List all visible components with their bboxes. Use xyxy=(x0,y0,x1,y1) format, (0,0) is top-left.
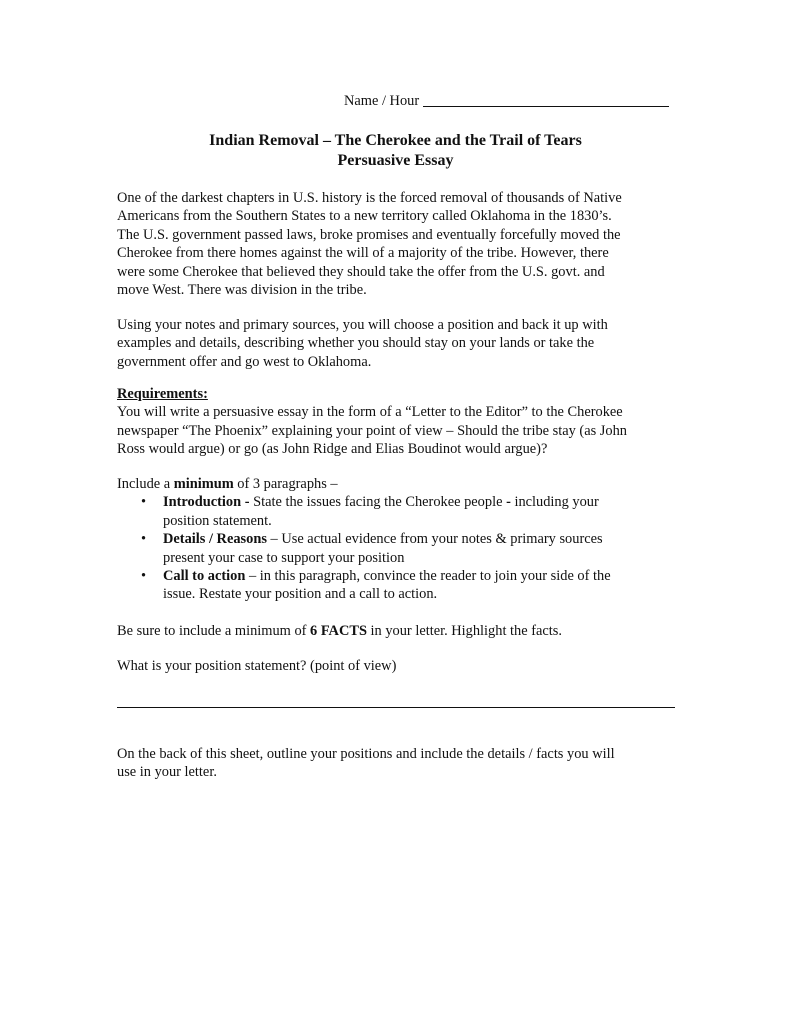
item-term: Call to action xyxy=(163,568,246,585)
intro-line: The U.S. government passed laws, broke promises and eventually forcefully moved the xyxy=(117,226,621,243)
requirements-heading: Requirements: xyxy=(117,386,208,402)
item-term: Introduction - xyxy=(163,494,250,511)
instructions-paragraph xyxy=(117,316,677,371)
item-term-dash: - xyxy=(506,494,511,511)
facts-paragraph xyxy=(117,622,677,640)
facts-lead: Be sure to include a minimum of xyxy=(117,623,311,639)
item-text: including your xyxy=(510,494,599,511)
position-statement-blank[interactable] xyxy=(117,707,675,708)
intro-line: were some Cherokee that believed they should take the offer from the U.S. govt. and xyxy=(117,263,605,280)
bullet-icon: • xyxy=(141,494,147,511)
item-continuation: present your case to support your position xyxy=(163,549,405,566)
bullet-icon: • xyxy=(141,531,147,548)
facts-tail: in your letter. Highlight the facts. xyxy=(366,623,562,639)
item-continuation: position statement. xyxy=(163,512,272,529)
instructions-line: examples and details, describing whether you should stay on your lands or take the xyxy=(117,335,595,352)
paragraph-list xyxy=(117,493,677,603)
list-item-call-to-action xyxy=(141,567,677,604)
intro-line: Cherokee from there homes against the will of a majority of the tribe. However, there xyxy=(117,245,609,262)
title-line-1: Indian Removal – The Cherokee and the Trail of Tears xyxy=(209,132,582,149)
name-hour-label: Name / Hour xyxy=(344,93,420,109)
item-text: State the issues facing the Cherokee people xyxy=(249,494,507,511)
title-line-2: Persuasive Essay xyxy=(337,151,454,169)
closing-line: On the back of this sheet, outline your positions and include the details / facts you will xyxy=(117,746,615,762)
item-continuation: issue. Restate your position and a call to action. xyxy=(163,586,438,603)
page-title xyxy=(0,131,791,170)
item-text: – Use actual evidence from your notes & primary sources xyxy=(266,531,603,548)
requirements-line: Ross would argue) or go (as John Ridge and Elias Boudinot would argue)? xyxy=(117,441,548,458)
paragraphs-emphasis: minimum xyxy=(173,476,234,492)
intro-line: One of the darkest chapters in U.S. history is the forced removal of thousands of Native xyxy=(117,190,622,206)
intro-line: move West. There was division in the tribe. xyxy=(117,282,367,299)
closing-paragraph xyxy=(117,745,677,782)
paragraphs-lead xyxy=(117,475,677,493)
paragraphs-lead-tail: of 3 paragraphs – xyxy=(233,476,338,492)
list-item-details xyxy=(141,530,677,567)
instructions-line: government offer and go west to Oklahoma. xyxy=(117,353,372,370)
paragraphs-section xyxy=(117,475,677,604)
requirements-line: newspaper “The Phoenix” explaining your point of view – Should the tribe stay (as John xyxy=(117,422,627,439)
requirements-line: You will write a persuasive essay in the form of a “Letter to the Editor” to the Cherokee xyxy=(117,404,623,421)
instructions-line: Using your notes and primary sources, you will choose a position and back it up with xyxy=(117,317,608,333)
intro-line: Americans from the Southern States to a new territory called Oklahoma in the 1830’s. xyxy=(117,208,612,225)
requirements-section xyxy=(117,385,677,459)
name-hour-blank[interactable] xyxy=(423,92,669,107)
list-item-introduction xyxy=(141,493,677,530)
item-term: Details / Reasons xyxy=(163,531,267,548)
item-text: – in this paragraph, convince the reader to join your side of the xyxy=(245,568,611,585)
paragraphs-lead-text: Include a xyxy=(117,476,174,492)
intro-paragraph xyxy=(117,189,677,299)
facts-emphasis: 6 FACTS xyxy=(310,623,367,639)
bullet-icon: • xyxy=(141,568,147,585)
position-question: What is your position statement? (point of view) xyxy=(117,658,397,674)
closing-line: use in your letter. xyxy=(117,764,217,781)
name-hour-field[interactable] xyxy=(344,92,669,110)
